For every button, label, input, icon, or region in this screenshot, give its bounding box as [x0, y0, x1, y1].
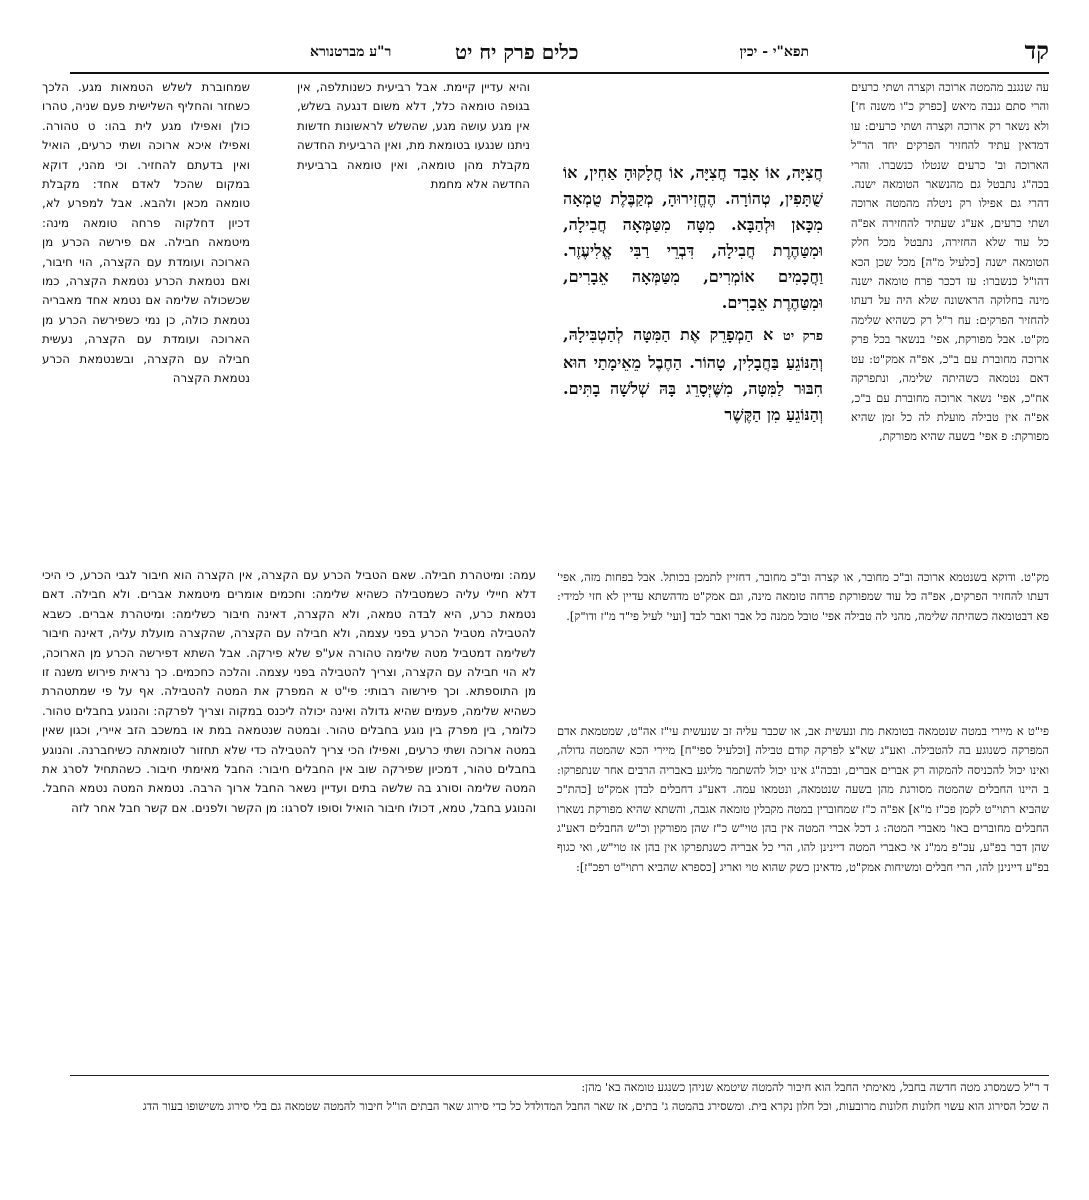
bartenura-bottom-text: עמה: ומיטהרת חבילה. שאם הטביל הכרע עם הקצרה, אין הקצרה הוא חיבור לגבי הכרע, כי היכי דלא חיילי עליה כשמטבילה כשהיא שלימה: וחכמים אומרים מיטמאת אברים. ולא חבילה. דאם נטמאת כרע, היא לבדה טמאה, ולא הקצרה, דאינה חיבור כשלימה: ומיטהרת אברים. כשבא להטבילה מטביל הכרע בפני עצמה, ולא חבילה עם הקצרה, שהקצרה מועלת עליה, דאינה חיבור לשלימה דמטביל מטה שלימה טהורה אע"פ שלא פירקה. אבל השתא דפירשה הכרע מן הארוכה, לא הוי חבילה עם הקצרה, וצריך להטבילה בפני עצמה. והלכה כחכמים. כך נראית פירוש משנה זו מן התוספתא. וכך פירשוה רבותי: פי"ט א המפרק את המטה להטבילה. אף על פי שמתטהרת כשהיא שלימה, פעמים שהיא גדולה ואינה יכולה ליכנס במקוה וצריך לפרקה: והנוגע בחבלים טהור. כלומר, בין מפרק בין נוגע בחבלים טהור. ובמטה שנטמאה במת או במשכב הזב איירי, וכגון שאין במטה ארוכה ושתי כרעים, ואפילו הכי צריך להטבילה כדי שלא תחזור לטומאתה כשיחברנה. והנוגע בחבלים טהור, דמכיון שפירקה שוב אין החבלים חיבור: החבל מאימתי חיבור. כשהתחיל לסרג את המטה שלימה וסורג בה שלשה בתים ועדיין נשאר החבל ארוך הרבה. נטמאת המטה נטמא החבל. והנוגע בחבל, טמא, דכולו חיבור הואיל וסופו לסרגו: מן הקשר ולפנים. אם קשר חבל אחר לזה	[42, 568, 536, 815]
mishna-column	[563, 160, 823, 580]
yachin-bottom-column	[557, 722, 1049, 1070]
bartenura-right-column	[42, 78, 250, 562]
yachin-middle-column	[557, 568, 1049, 718]
header-rule	[70, 72, 1049, 74]
header-bartenura-label: ר"ע מברטנורא	[310, 44, 392, 60]
mishna-chapter-19-text: א הַמְפָרֵק אֶת הַמִּטָּה לְהַטְבִּילָהּ, וְהַנּוֹגֵעַ בַּחֲבָלִין, טָהוֹר. הַחֶבֶל מֵאֵימָתַי הוּא חִבּוּר לַמִּטָּה, מִשֶּׁיְּסָרֵג בָּהּ שְׁלשָׁה בָתִּים. וְהַנּוֹגֵעַ מִן הַקֶּשֶׁר	[563, 325, 823, 424]
bartenura-right-text: שמחוברת לשלש הטמאות מגע. הלכך כשחזר והחליף השלישית פעם שניה, טהרו כולן ואפילו מגע לית בהו: ט טהורה. ואפילו איכא ארוכה ושתי כרעים, הואיל ואין בדעתם להחזיר. וכי מהני, דוקא במקום שהכל לאדם אחד: מקבלת טומאה מכאן ולהבא. אבל למפרע לא, דכיון דחלקוה פרחה טומאה מינה: מיטמאה חבילה. אם פירשה הכרע מן הארוכה ועומדת עם הקצרה, הוי חיבור, ואם נטמאת הכרע נטמאת הקצרה, כמו שכשכולה שלימה אם נטמא אחד מאבריה נטמאת כולה, כן נמי כשפירשה הכרע מן הארוכה ועומדת עם הקצרה, נעשית חבילה עם הקצרה, ובשנטמאת הכרע נטמאת הקצרה	[42, 80, 250, 386]
footer-note-h: ה שכל הסירוג הוא עשוי חלונות חלונות מרובעות, וכל חלון נקרא בית. ומשסירג בהמטה ג' בתים, אז שאר החבל המדולדל כל כדי סירוג שאר הבתים הו"ל חיבור להמטה שטמאה גם בלי סירוג משישופו בעור הדג	[142, 1099, 1049, 1114]
mishna-chapter-18-text: חֲצִיָּה, אוֹ אָבַד חֲצִיָּה, אוֹ חֲלָקוּהָ אַחִין, אוֹ שֻׁתָּפִין, טְהוֹרָה. הֶחֱזִירוּהָ, מְקַבֶּלֶת טֻמְאָה מִכָּאן וּלְהַבָּא. מִטָּה מִטַּמְּאָה חֲבִילָה, וּמִטַּהֶרֶת חֲבִילָה, דִּבְרֵי רַבִּי אֱלִיעֶזֶר. וַחֲכָמִים אוֹמְרִים, מִטַּמְּאָה אֵבָרִים, וּמִטַּהֶרֶת אֵבָרִים.	[563, 163, 823, 312]
mishna-chapter-19-label: פרק יט	[782, 329, 824, 344]
footer-rule	[70, 1075, 1049, 1076]
header-tifaret-label: תפא"י - יכין	[739, 44, 809, 60]
bartenura-bottom-column	[42, 566, 536, 1072]
footer-notes	[70, 1078, 1049, 1138]
yachin-bottom-text: פי"ט א מיירי במטה שנטמאה בטומאת מת ונעשית אב, או שכבר עליה זב שנעשית עי"ז אה"ט, שמטמאת אדם המפרקה כשנוגע בה להטבילה. ואע"ג שא"צ לפרקה קודם טבילה [וכלעיל ספי"ח] מיירי הכא שהמטה גדולה, ואינו יכול להכניסה להמקוה רק אברים אברים, ובכה"ג אינו יכול להשתמר מליגע באבריה הרבים אחר שנתפרקו: ב היינו החבלים שהמטה מסורגת מהן בשעה שנטמאה, ונטמאו עמה. דאע"ג דחבלים לבדן אמק"ט [כהת"כ שהביא רתוי"ט לקמן פכ"ז מ"א] אפ"ה כ"ז שמחוברין במטה מקבלין טומאה אגבה, והשתא שהיא מפורקת נשארו החבלים מחוברים באו' מאברי המטה: ג דכל אברי המטה אין בהן טוי"ש כ"ז שהן מפורקין וכ"ש החבלים דאע"ג שהן דבר בפ"ע, עכ"פ ממ"נ אי כאברי המטה דיינינן להו, הרי כל אבריה כשנתפרקו אין בהן אז טוי"ש, ואי כגוף בפ"ע דיינינן להו, הרי חבלים ומשיחות אמק"ט, מדאינן כשק שהוא טוי ואריג [כספרא שהביא רתוי"ט רפכ"ז]:	[557, 724, 1049, 874]
yachin-top-text: עה שנגנב מהמטה ארוכה וקצרה ושתי כרעים והרי סתם גנבה מיאש [כפרק כ"ו משנה ח'] ולא נשאר רק ארוכה וקצרה ושתי כרעים: עו דמדאין עתיד להחזיר הפרקים יחד הר"ל הארוכה וב' כרעים שנטלו כנשברו. והרי בכה"ג נתבטל גם מהנשאר הטומאה ישנה. דהרי גם אפילו רק ניטלה מהמטה ארוכה ושתי כרעים, אע"ג שעתיד להחזירה אפ"ה כל עוד שלא החזירה, נתבטל מכל חלק הטומאה ישנה [כלעיל מ"ה] מכל שכן הכא דהו"ל כנשברו: עז דככר פרח טומאה ישנה מינה בחלוקה הראשונה שלא היה על דעתו להחזיר הפרקים: עח ר"ל רק כשהיא שלימה מק"ט. אבל מפורקת, אפי' בנשאר בכל פרק ארוכה מחוברת עם ב"כ, אפ"ה אמק"ט: עט דאם נטמאה כשהיתה שלימה, ונתפרקה אח"כ, אפי' נשאר ארוכה מחוברת עם ב"כ, אפ"ה אין טבילה מועלת לה כל זמן שהיא מפורקת: פ אפי' בשעה שהיא מפורקת,	[851, 80, 1049, 444]
bartenura-top-text: והיא עדיין קיימת. אבל רביעית כשנותלפה, אין בגופה טומאה כלל, דלא משום דנגעה בשלש, אין מגע עושה מגע, שהשלש לראשונות חדשות ניתנו שנגעו בטומאת מת, ואין הרביעית החדשה מקבלת מהן טומאה, ואין טומאה ברביעית החדשה אלא מחמת	[297, 80, 530, 192]
footer-note-d: ד ר"ל כשמסרג מטה חדשה בחבל, מאימתי החבל הוא חיבור להמטה שיטמא שניהן כשנגע טומאה בא' מהן:	[581, 1080, 1049, 1094]
header-title: כלים פרק יח יט	[455, 40, 579, 64]
page-number: קד	[1024, 36, 1049, 65]
yachin-middle-text: מק"ט. ודוקא בשנטמא ארוכה וב"כ מחובר, או קצרה וב"כ מחובר, דחזיין לתמכן בכותל. אבל בפחות מזה, אפי' דעתו להחזיר הפרקים, אפ"ה כל עוד שמפורקת פרחה טומאה מינה, וגם אמק"ט מדהשתא עדיין לא חזי למידי: פא דבטומאה כשהיתה שלימה, מהני לה טבילה אפי' טובל ממנה כל אבר ואבר לבד [ועי' לעיל פי"ד מ"ז ודו"ק].	[557, 570, 1049, 623]
yachin-top-column	[851, 78, 1049, 558]
bartenura-top-block	[297, 78, 530, 192]
